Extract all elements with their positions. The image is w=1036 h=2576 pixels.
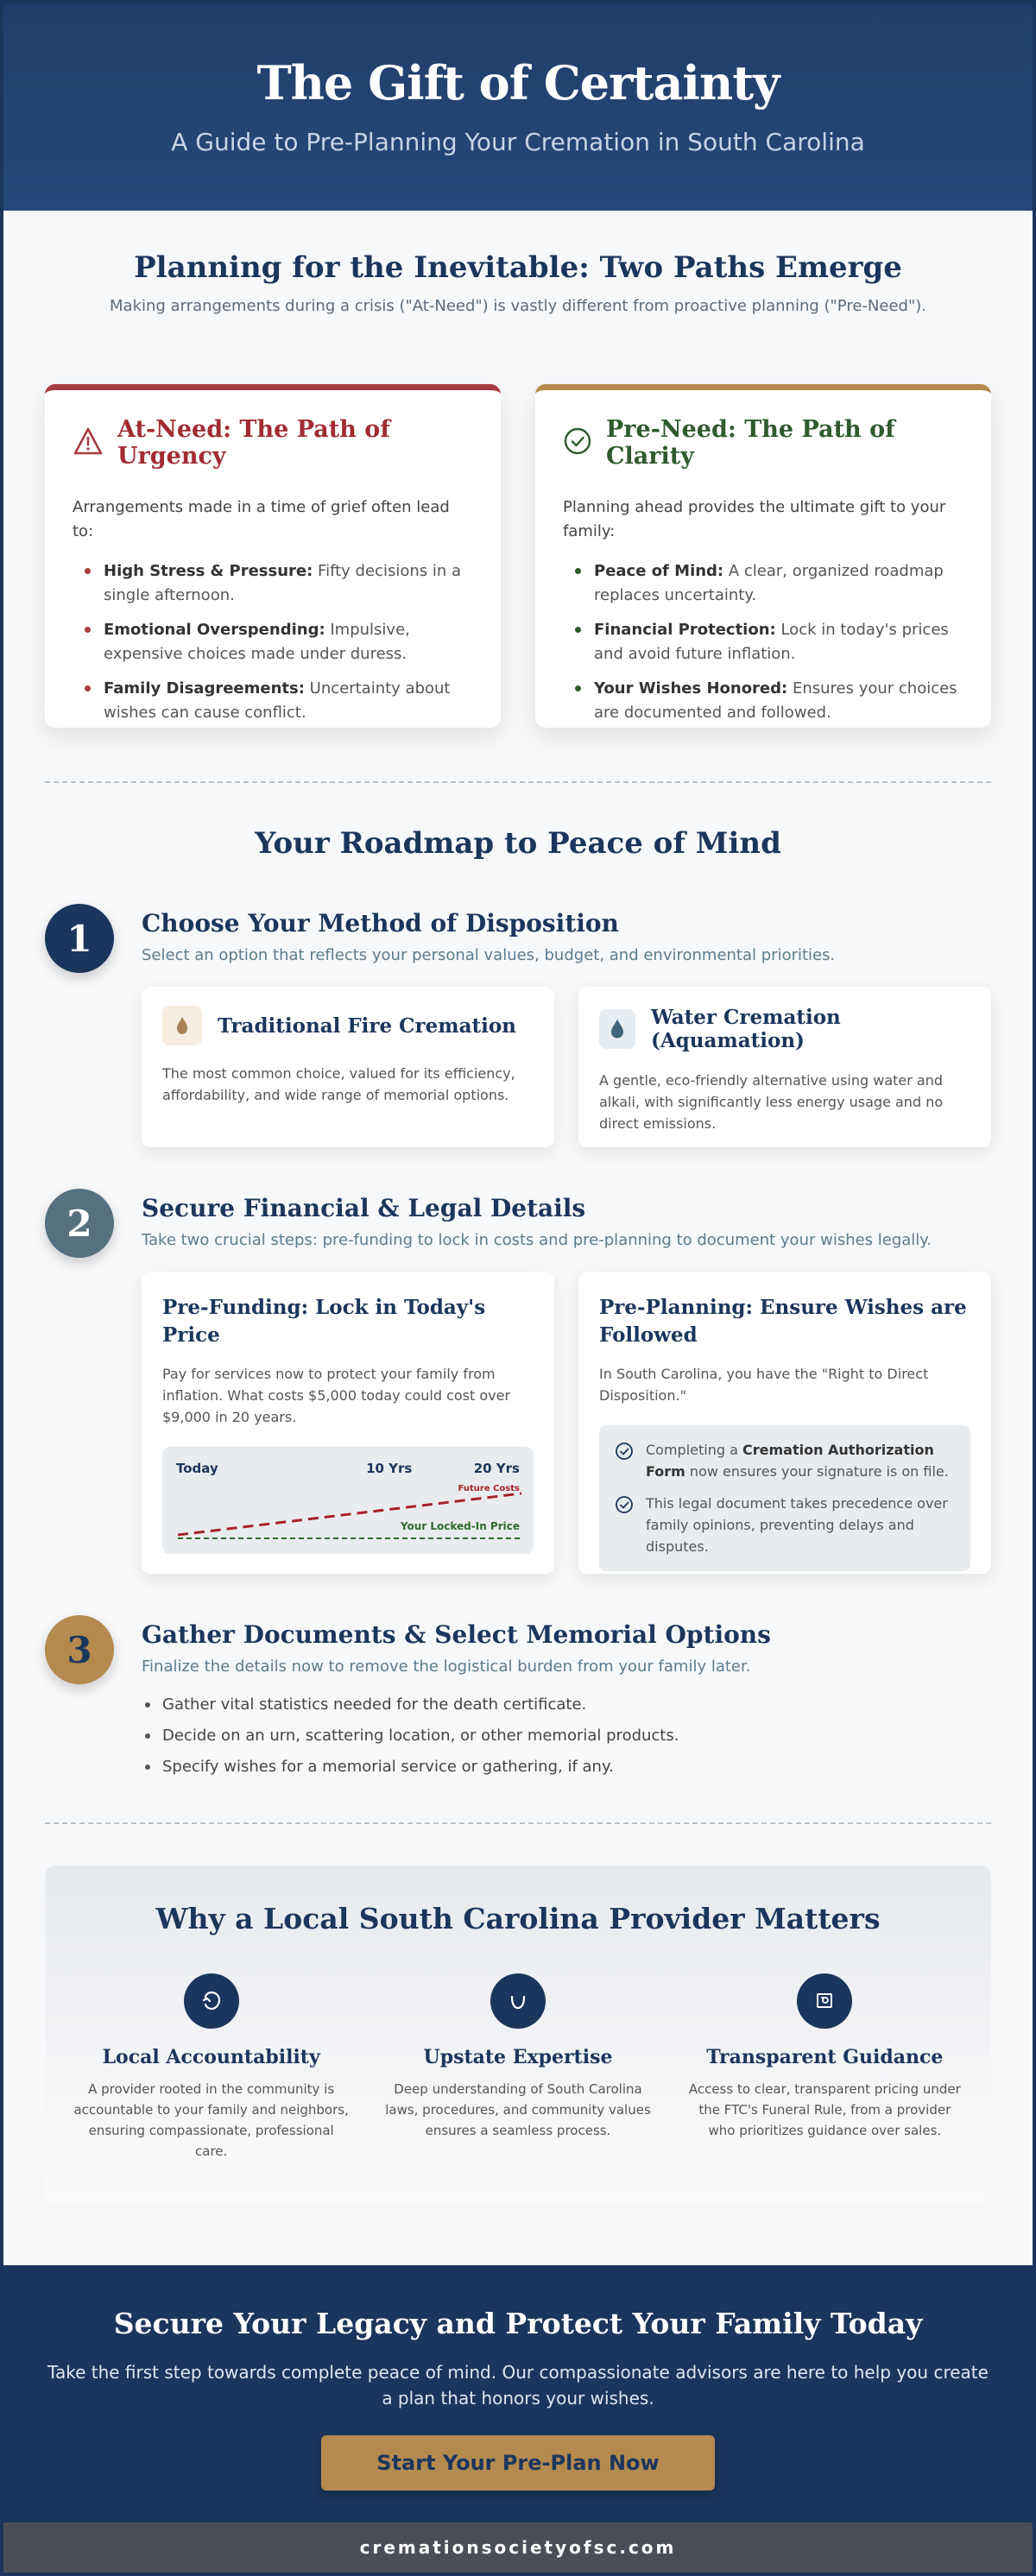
- locked-price-label: Your Locked-In Price: [400, 1520, 520, 1532]
- axis-label-10yrs: 10 Yrs: [366, 1461, 413, 1476]
- page-subtitle: A Guide to Pre-Planning Your Cremation in South Carolina: [171, 128, 865, 156]
- list-item: Your Wishes Honored: Ensures your choices are documented and followed.: [563, 677, 963, 725]
- list-item: Peace of Mind: A clear, organized roadmap replaces uncertainty.: [563, 559, 963, 608]
- step-subtitle: Take two crucial steps: pre-funding to lock in costs and pre-planning to document your wishes legally.: [142, 1231, 932, 1249]
- step-subtitle: Finalize the details now to remove the logistical burden from your family later.: [142, 1657, 751, 1676]
- flame-icon: [162, 1006, 202, 1045]
- card-text: Pay for services now to protect your family from inflation. What costs $5,000 today could cost over $9,000 in 20 years.: [162, 1366, 511, 1425]
- documents-list: [142, 1693, 991, 1779]
- document-icon: [797, 1973, 852, 2029]
- expertise-icon: [490, 1973, 546, 2029]
- step-3: [3, 1615, 1033, 1779]
- pre-need-card: [535, 384, 991, 728]
- fire-cremation-card: [142, 987, 554, 1147]
- why-columns: [71, 1973, 965, 2162]
- list-item: Gather vital statistics needed for the death certificate.: [142, 1693, 991, 1717]
- water-cremation-card: [578, 987, 991, 1147]
- option-title: Traditional Fire Cremation: [218, 1013, 516, 1038]
- section-divider: [45, 1822, 991, 1824]
- cta-text: Take the first step towards complete peace of mind. Our compassionate advisors are here to help you create a plan that honors your wishes.: [47, 2362, 989, 2409]
- option-title: Water Cremation (Aquamation): [650, 1006, 841, 1052]
- check-circle-icon: [615, 1442, 634, 1482]
- step-number-badge: 2: [45, 1189, 114, 1258]
- intro-text: Making arrangements during a crisis ("At-Need") is vastly different from proactive planning ("Pre-Need").: [110, 297, 926, 315]
- pre-need-title: Pre-Need: The Path of Clarity: [606, 416, 895, 470]
- card-title: Pre-Funding: Lock in Today's Price: [162, 1296, 486, 1347]
- why-col-title: Transparent Guidance: [706, 2046, 944, 2068]
- footer: [3, 2522, 1033, 2573]
- why-col-title: Upstate Expertise: [423, 2046, 613, 2068]
- start-pre-plan-button[interactable]: Start Your Pre-Plan Now: [321, 2435, 715, 2491]
- roadmap-title: Your Roadmap to Peace of Mind: [255, 826, 781, 861]
- card-text: In South Carolina, you have the "Right to Direct Disposition.": [599, 1366, 929, 1404]
- step-title: Gather Documents & Select Memorial Options: [142, 1620, 771, 1649]
- option-description: The most common choice, valued for its efficiency, affordability, and wide range of memorial options.: [162, 1065, 515, 1103]
- cta-section: [3, 2265, 1033, 2526]
- pre-planning-card: [578, 1272, 991, 1574]
- at-need-intro: Arrangements made in a time of grief often lead to:: [73, 498, 450, 540]
- step-number-badge: 1: [45, 904, 114, 973]
- why-col-text: Deep understanding of South Carolina laws, procedures, and community values ensures a seamless process.: [385, 2081, 651, 2138]
- axis-label-20yrs: 20 Yrs: [473, 1461, 520, 1476]
- section-divider: [45, 781, 991, 783]
- axis-label-today: Today: [176, 1461, 218, 1476]
- step-subtitle: Select an option that reflects your personal values, budget, and environmental priorities.: [142, 946, 836, 964]
- cta-title: Secure Your Legacy and Protect Your Family Today: [113, 2307, 923, 2340]
- pre-need-header: [563, 416, 963, 470]
- list-item: Emotional Overspending: Impulsive, expensive choices made under duress.: [73, 618, 473, 666]
- list-item: High Stress & Pressure: Fifty decisions in a single afternoon.: [73, 559, 473, 608]
- at-need-title: At-Need: The Path of Urgency: [117, 416, 390, 470]
- why-expertise: [377, 1973, 658, 2162]
- why-col-text: A provider rooted in the community is accountable to your family and neighbors, ensuring compassionate, professional care.: [73, 2081, 349, 2159]
- check-circle-icon: [615, 1495, 634, 1557]
- pre-funding-card: [142, 1272, 554, 1574]
- paths-comparison: [3, 384, 1033, 728]
- check-circle-icon: [563, 426, 592, 459]
- pre-need-intro: Planning ahead provides the ultimate gift to your family:: [563, 498, 946, 540]
- chart-axis-labels: [176, 1461, 520, 1476]
- financial-legal-cards: [142, 1272, 991, 1574]
- future-costs-label: Future Costs: [458, 1484, 520, 1493]
- list-item: Decide on an urn, scattering location, or other memorial products.: [142, 1724, 991, 1748]
- handshake-icon: [184, 1973, 239, 2029]
- at-need-list: [73, 559, 473, 725]
- card-title: Pre-Planning: Ensure Wishes are Followed: [599, 1296, 967, 1347]
- water-drop-icon: [599, 1009, 635, 1049]
- warning-triangle-icon: [73, 426, 104, 459]
- list-item: Financial Protection: Lock in today's prices and avoid future inflation.: [563, 618, 963, 666]
- why-title: Why a Local South Carolina Provider Matters: [155, 1902, 881, 1935]
- step-number-badge: 3: [45, 1615, 114, 1684]
- why-col-text: Access to clear, transparent pricing under the FTC's Funeral Rule, from a provider who prioritizes guidance over sales.: [688, 2081, 961, 2138]
- check-item: Completing a Cremation Authorization Form now ensures your signature is on file.: [615, 1439, 955, 1482]
- checklist: [599, 1425, 970, 1571]
- why-transparency: [685, 1973, 965, 2162]
- intro-section: [3, 211, 1033, 315]
- at-need-card: [45, 384, 501, 728]
- cost-chart: [162, 1447, 534, 1554]
- option-description: A gentle, eco-friendly alternative using water and alkali, with significantly less energy usage and no direct emissions.: [599, 1072, 944, 1132]
- cost-chart-svg: [176, 1481, 523, 1544]
- page-title: The Gift of Certainty: [256, 55, 780, 110]
- disposition-options: [142, 987, 991, 1147]
- list-item: Specify wishes for a memorial service or gathering, if any.: [142, 1755, 991, 1779]
- why-local-section: [45, 1866, 991, 2204]
- hero-header: [3, 3, 1033, 211]
- footer-site-link[interactable]: cremationsocietyofsc.com: [359, 2537, 677, 2558]
- step-2: [3, 1189, 1033, 1574]
- list-item: Family Disagreements: Uncertainty about wishes can cause conflict.: [73, 677, 473, 725]
- at-need-header: [73, 416, 473, 470]
- step-1: [3, 904, 1033, 1147]
- why-col-title: Local Accountability: [102, 2046, 320, 2068]
- intro-title: Planning for the Inevitable: Two Paths Emerge: [134, 250, 902, 285]
- check-item: This legal document takes precedence over family opinions, preventing delays and disputes.: [615, 1493, 955, 1557]
- step-title: Choose Your Method of Disposition: [142, 909, 619, 938]
- pre-need-list: [563, 559, 963, 725]
- step-title: Secure Financial & Legal Details: [142, 1194, 586, 1222]
- why-accountability: [71, 1973, 351, 2162]
